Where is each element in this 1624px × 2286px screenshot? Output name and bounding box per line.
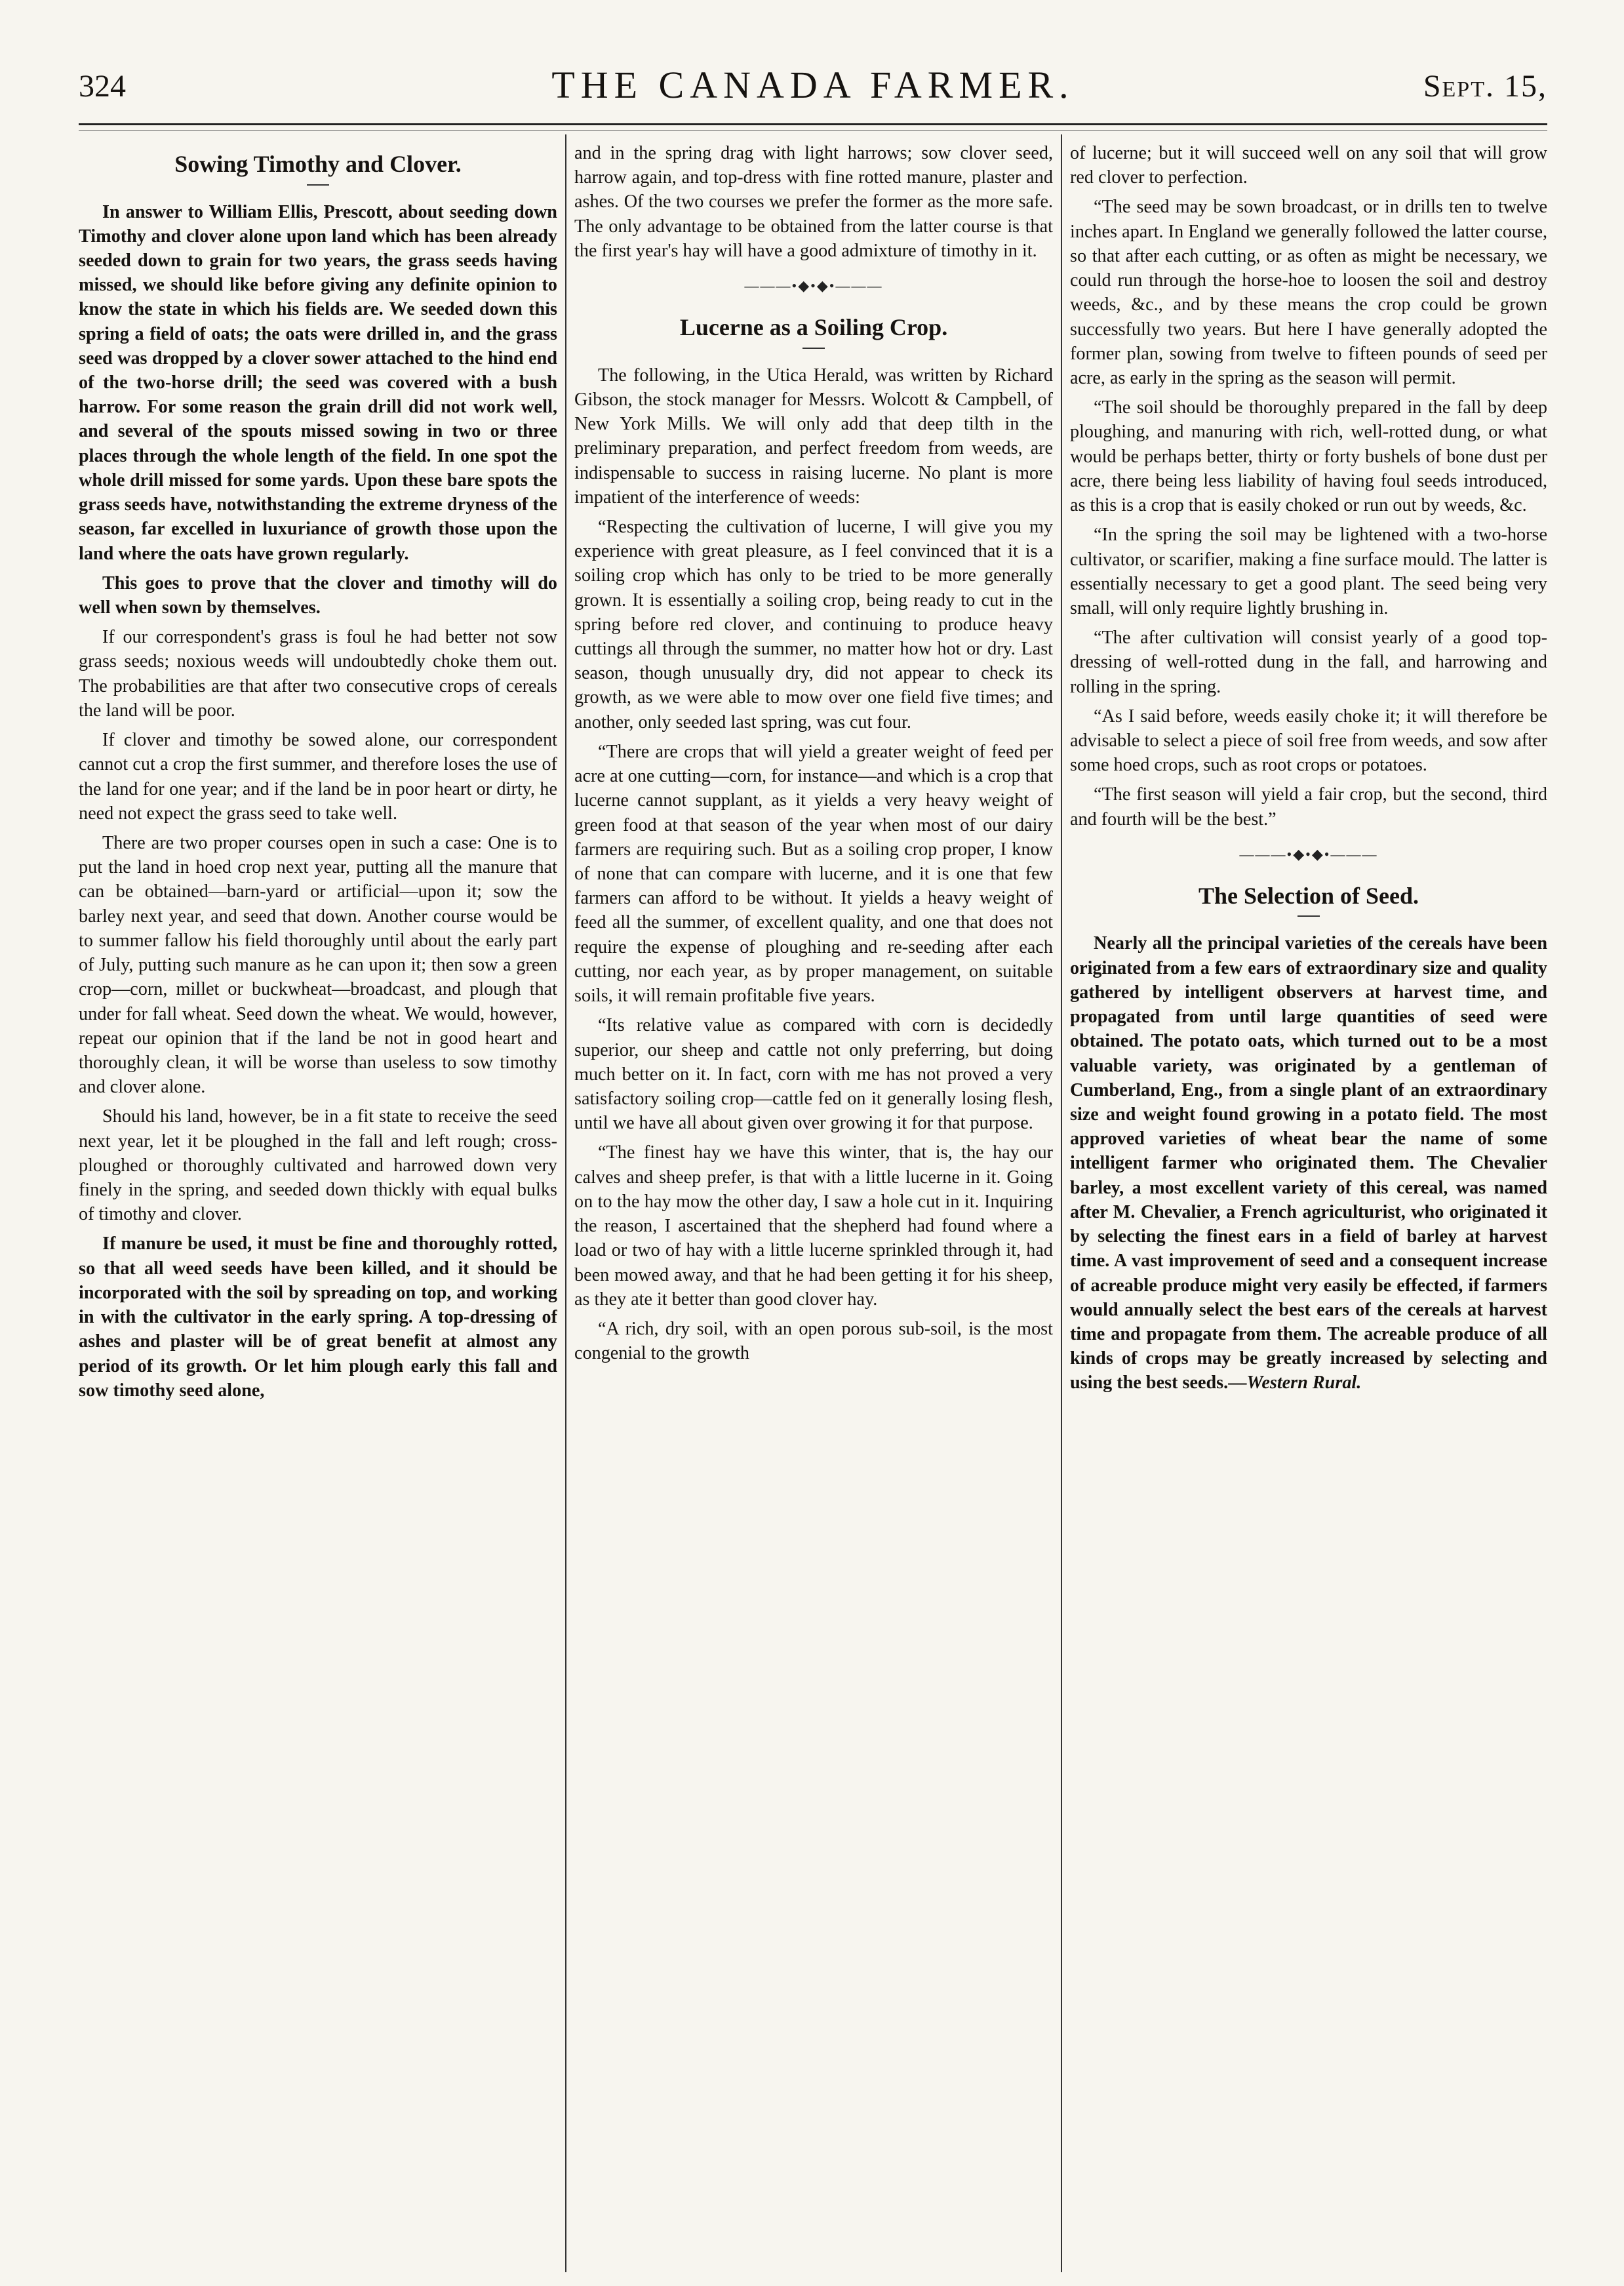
- paragraph: “A rich, dry soil, with an open porous sub-soil, is the most congenial to the growth: [574, 1318, 1053, 1364]
- paragraph: “There are crops that will yield a greater weight of feed per acre at one cutting—corn, for instance—and which is a crop that lucerne cannot supplant, as it yields a very heavy weight of green food at that season of the year when most of our dairy farmers are requiring such. But as a soiling crop proper, I know of none that can compare with lucerne, and it is one that few farmers can afford to be without. It yields a heavy weight of feed all the summer, of excellent quality, and one that does not require the expense of ploughing and re-seeding after each cutting, nor each year, as by proper management, on suitable soils, it will remain profitable five years.: [574, 741, 1053, 1007]
- article-title-lucerne: Lucerne as a Soiling Crop.: [679, 314, 948, 341]
- paragraph: and in the spring drag with light harrows; sow clover seed, harrow again, and top-dress with fine rotted manure, plaster and ashes. Of the two courses we prefer the former as the more safe. The only advantage to be obtained from the latter course is that the first year's hay will have a good admixture of timothy in it.: [574, 143, 1053, 261]
- attribution: Western Rural.: [1246, 1373, 1362, 1394]
- paragraph: “The after cultivation will consist yearly of a good top-dressing of well-rotted dung in the fall, and harrowing and rolling in the spring.: [1070, 628, 1547, 697]
- title-dash: [307, 184, 329, 186]
- section-ornament: ———•◆•◆•———: [744, 277, 883, 294]
- paragraph: In answer to William Ellis, Prescott, about seeding down Timothy and clover alone upon land which has been already seeded down to grain for two years, the grass seeds having missed, we should like before giving any definite opinion to know the state in which his fields are. We seeded down this spring a field of oats; the oats were drilled in, and the grass seed was dropped by a clover sower attached to the hind end of the two-horse drill; the seed was covered with a bush harrow. For some reason the grain drill did not work well, and several of the spouts missed sowing in two or three places through the whole length of the field. In one spot the whole drill missed for some yards. Upon these bare spots the grass seeds have, notwithstanding the extreme dryness of the season, far excelled in luxuriance of growth those upon the land where the oats have grown regularly.: [79, 201, 557, 564]
- paragraph: “Its relative value as compared with corn is decidedly superior, our sheep and cattle not only preferring, but doing much better on it. In fact, corn with me has not proved a very satisfactory soiling crop—cattle fed on it generally losing flesh, until we have all about given over growing it for that purpose.: [574, 1015, 1053, 1134]
- page-number: 324: [79, 69, 126, 104]
- paragraph: of lucerne; but it will succeed well on any soil that will grow red clover to perfection.: [1070, 143, 1547, 188]
- column-divider: [1061, 134, 1062, 2272]
- issue-date: Sept. 15,: [1423, 69, 1547, 104]
- article-title-seed: The Selection of Seed.: [1198, 882, 1419, 909]
- paragraph: “The finest hay we have this winter, that is, the hay our calves and sheep prefer, is that with a little lucerne in it. Going on to the hay mow the other day, I saw a hole cut in it. Inquiring the reason, I ascertained that the shepherd had found where a load or two of hay with a little lucerne sprinkled through it, had been mowed away, and that he had been getting it for his sheep, as they ate it better than good clover hay.: [574, 1142, 1053, 1310]
- column-1: [79, 141, 557, 2276]
- paragraph: The following, in the Utica Herald, was written by Richard Gibson, the stock manager for Messrs. Wolcott & Campbell, of New York Mills. We will only add that deep tilth in the preliminary preparation, and perfect freedom from weeds, are indispensable to success in raising lucerne. No plant is more impatient of the interference of weeds:: [574, 365, 1053, 508]
- paragraph: If clover and timothy be sowed alone, our correspondent cannot cut a crop the first summer, and therefore loses the use of the land for one year; and if the land be in poor heart or dirty, he need not expect the grass seed to take well.: [79, 730, 557, 824]
- paragraph: “The first season will yield a fair crop, but the second, third and fourth will be the best.”: [1070, 784, 1547, 830]
- paragraph: If manure be used, it must be fine and thoroughly rotted, so that all weed seeds have been killed, and it should be incorporated with the soil by spreading on top, and working in with the cultivator in the early spring. A top-dressing of ashes and plaster will be of great benefit at almost any period of its growth. Or let him plough early this fall and sow timothy seed alone,: [79, 1233, 557, 1401]
- paragraph: “In the spring the soil may be lightened with a two-horse cultivator, or scarifier, making a fine surface mould. The latter is essentially necessary to get a good plant. The seed being very small, will only require lightly brushing in.: [1070, 525, 1547, 618]
- page-header: [79, 63, 1547, 122]
- paragraph: “As I said before, weeds easily choke it; it will therefore be advisable to select a piece of soil free from weeds, and sow after some hoed crops, such as root crops or potatoes.: [1070, 706, 1547, 776]
- paragraph: Should his land, however, be in a fit state to receive the seed next year, let it be ploughed in the fall and left rough; cross-ploughed or thoroughly cultivated and harrowed down very finely in the spring, and seeded down thickly with equal bulks of timothy and clover.: [79, 1106, 557, 1225]
- paragraph: There are two proper courses open in such a case: One is to put the land in hoed crop next year, putting all the manure that can be obtained—barn-yard or artificial—upon it; sow the barley next year, and seed that down. Another course would be to summer fallow his field thoroughly until about the early part of July, putting such manure as he can upon it; then sow a green crop—corn, millet or buckwheat—broadcast, and plough that under for fall wheat. Seed down the wheat. We would, however, repeat our opinion that if the land be not in good heart and thoroughly clean, it will be worse than useless to sow timothy and clover alone.: [79, 832, 557, 1098]
- paragraph: “The soil should be thoroughly prepared in the fall by deep ploughing, and manuring with rich, well-rotted dung, or what would be perhaps better, thirty or forty bushels of bone dust per acre, there being less liability of having foul seeds introduced, as this is a crop that is easily choked or run out by weeds, &c.: [1070, 397, 1547, 516]
- column-3: [1070, 141, 1547, 2276]
- paragraph: “The seed may be sown broadcast, or in drills ten to twelve inches apart. In England we generally followed the latter course, so that after each cutting, or as often as might be necessary, we could run through the horse-hoe to loosen the soil and destroy weeds, &c., and by these means the crop could be grown successfully two years. But here I have generally adopted the former plan, sowing from twelve to fifteen pounds of seed per acre, as early in the spring as the season will permit.: [1070, 197, 1547, 388]
- paragraph: If our correspondent's grass is foul he had better not sow grass seeds; noxious weeds will undoubtedly choke them out. The probabilities are that after two consecutive crops of cereals the land will be poor.: [79, 627, 557, 721]
- article-title-timothy: Sowing Timothy and Clover.: [174, 151, 462, 177]
- paragraph-text: Nearly all the principal varieties of the cereals have been originated from a few ears of extraordinary size and quality gathered by intelligent observers at harvest time, and propagated from until large quantities of seed were obtained. The potato oats, which turned out to be a most valuable variety, was originated by a gentleman of Cumberland, Eng., from a single plant of an extraordinary size and weight found growing in a potato field. The most approved varieties of wheat bear the name of some intelligent farmer who originated them. The Chevalier barley, a most excellent variety of this cereal, was named after M. Chevalier, a French agriculturist, who originated it by selecting the finest ears in a field of barley at harvest time. A vast improvement of seed and a consequent increase of acreable produce might very easily be effected, if farmers would annually select the best ears of the cereals at harvest time and propagate from them. The acreable produce of all kinds of crops may be greatly increased by selecting and using the best seeds.—: [1070, 933, 1547, 1394]
- column-2: [574, 141, 1053, 2276]
- paragraph: “Respecting the cultivation of lucerne, I will give you my experience with great pleasure, as I feel convinced that it is a soiling crop which has only to be tried to be more generally grown. It is essentially a soiling crop, being ready to cut in the spring before red clover, and continuing to produce heavy cuttings all through the summer, no matter how hot or dry. Last season, though unusually dry, did not appear to check its growth, as we were able to mow over one field five times; and another, only seeded last spring, was cut four.: [574, 516, 1053, 732]
- paragraph: [1070, 931, 1547, 1395]
- title-dash: [802, 348, 825, 349]
- title-dash: [1297, 915, 1320, 917]
- masthead: THE CANADA FARMER.: [551, 64, 1075, 106]
- paragraph: This goes to prove that the clover and timothy will do well when sown by themselves.: [79, 572, 557, 618]
- section-ornament: ———•◆•◆•———: [1239, 845, 1378, 862]
- header-rule: [79, 123, 1547, 125]
- column-divider: [565, 134, 566, 2272]
